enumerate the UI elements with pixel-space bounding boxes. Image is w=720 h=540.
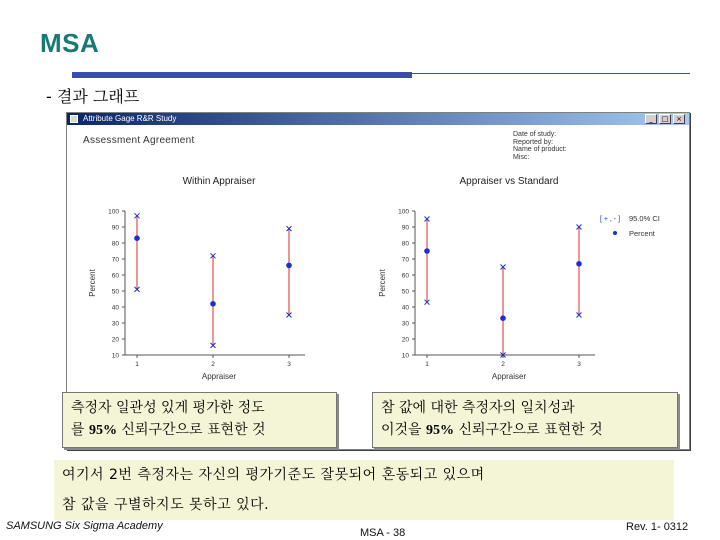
window-title: Attribute Gage R&R Study [83, 114, 177, 123]
callout-right-line1: 참 값에 대한 측정자의 일치성과 [381, 400, 575, 416]
y-axis-label: Percent [378, 269, 387, 297]
y-tick-label: 50 [111, 288, 119, 296]
callout-left-text-b: 신뢰구간으로 표현한 것 [116, 422, 266, 438]
title-rule-thick [72, 72, 412, 78]
y-tick-label: 60 [111, 272, 119, 280]
x-tick-label: 3 [287, 361, 291, 368]
legend-ci-label: 95.0% CI [629, 214, 660, 223]
x-tick-label: 2 [211, 361, 215, 368]
legend-point-marker [613, 231, 617, 235]
percent-point [500, 315, 506, 321]
title-rule-thin [412, 73, 690, 74]
chart-within-appraiser [67, 113, 367, 389]
callout-left-line1: 측정자 일관성 있게 평가한 정도 [71, 400, 265, 416]
y-tick-label: 100 [108, 208, 119, 216]
graph-heading: Assessment Agreement [83, 135, 195, 146]
callout-right-line2 [381, 419, 669, 442]
y-tick-label: 80 [401, 240, 409, 248]
slide-subtitle: - 결과 그래프 [46, 87, 140, 106]
y-tick-label: 60 [401, 272, 409, 280]
y-tick-label: 70 [111, 256, 119, 264]
footer-page-number: MSA - 38 [360, 527, 406, 539]
percent-point [286, 263, 292, 269]
legend-ci-symbol: [ + , - ] [600, 216, 621, 223]
callout-right-text-a: 이것을 [381, 422, 427, 438]
reported-by-label: Reported by: [513, 138, 554, 146]
x-tick-label: 2 [501, 361, 505, 368]
y-tick-label: 20 [401, 336, 409, 344]
y-tick-label: 50 [401, 288, 409, 296]
maximize-button[interactable]: □ [659, 114, 671, 124]
callout-left-line2 [71, 419, 328, 442]
y-tick-label: 30 [401, 320, 409, 328]
explanation-note [54, 460, 674, 520]
y-tick-label: 90 [401, 224, 409, 232]
callout-left-percent: 95% [88, 423, 117, 438]
x-tick-label: 3 [577, 361, 581, 368]
misc-label: Misc: [513, 153, 530, 161]
x-tick-label: 1 [135, 361, 139, 368]
close-button[interactable]: × [673, 114, 685, 124]
footer-academy: SAMSUNG Six Sigma Academy [6, 520, 163, 532]
callout-appraiser-vs-standard [372, 392, 678, 448]
percent-point [424, 248, 430, 254]
minimize-button[interactable]: _ [645, 114, 657, 124]
percent-point [576, 261, 582, 267]
chart-title: Within Appraiser [182, 176, 256, 187]
chart-title: Appraiser vs Standard [459, 176, 559, 187]
percent-point [210, 301, 216, 307]
y-tick-label: 90 [111, 224, 119, 232]
x-tick-label: 1 [425, 361, 429, 368]
y-tick-label: 20 [111, 336, 119, 344]
y-tick-label: 10 [401, 352, 409, 360]
callout-left-text-a: 를 [71, 422, 89, 438]
callout-right-percent: 95% [426, 423, 455, 438]
y-tick-label: 80 [111, 240, 119, 248]
y-tick-label: 40 [111, 304, 119, 312]
y-axis-label: Percent [88, 269, 97, 297]
legend-point-label: Percent [629, 229, 655, 238]
note-line2: 참 값을 구별하지도 못하고 있다. [62, 497, 270, 513]
y-tick-label: 70 [401, 256, 409, 264]
callout-right-text-b: 신뢰구간으로 표현한 것 [454, 422, 603, 438]
footer-revision: Rev. 1- 0312 [626, 521, 689, 533]
percent-point [134, 235, 140, 241]
date-of-study-label: Date of study: [513, 131, 557, 138]
y-tick-label: 30 [111, 320, 119, 328]
y-tick-label: 10 [111, 352, 119, 360]
chart-appraiser-vs-standard [357, 113, 687, 389]
callout-within-appraiser [62, 392, 337, 448]
x-axis-label: Appraiser [201, 372, 237, 381]
product-name-label: Name of product: [513, 146, 567, 153]
x-axis-label: Appraiser [491, 372, 527, 381]
y-tick-label: 100 [398, 208, 409, 216]
slide-title: MSA [40, 28, 100, 58]
y-tick-label: 40 [401, 304, 409, 312]
note-line1: 여기서 2번 측정자는 자신의 평가기준도 잘못되어 혼동되고 있으며 [62, 467, 485, 483]
